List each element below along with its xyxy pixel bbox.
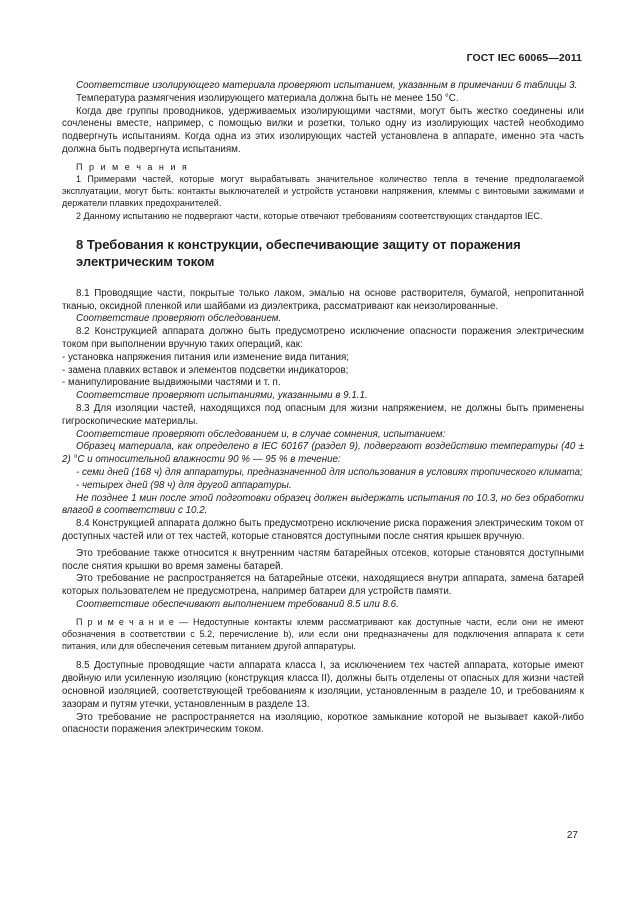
paragraph: Не позднее 1 мин после этой подготовки образец должен выдержать испытания по 10.3, но без обработки влагой в соответствии с 10.2. bbox=[62, 492, 584, 517]
list-item: - манипулирование выдвижными частями и т. п. bbox=[62, 377, 281, 389]
paragraph: Это требование не распространяется на изоляцию, короткое замыкание которой не вызывает какой-либо опасности поражения электрическим током. bbox=[62, 711, 584, 736]
paragraph: Соответствие изолирующего материала проверяют испытанием, указанным в примечании 6 таблицы 3. bbox=[76, 80, 578, 91]
note-item: 2 Данному испытанию не подвергают части, которые отвечают требованиям соответствующих стандартов IEC. bbox=[76, 210, 543, 221]
page-number: 27 bbox=[566, 830, 578, 841]
paragraph: Когда две группы проводников, удерживаемых изолирующими частями, могут быть жестко соединены или сочленены вместе, например, с помощью вилки и розетки, только одну из изолирующих частей необходимо подвергнуть испытаниям. Когда одна из этих изолирующих частей установлена в аппарате, именно эта часть должна быть подвергнута испытаниям. bbox=[62, 105, 584, 155]
page-body bbox=[62, 80, 584, 737]
paragraph: 8.5 Доступные проводящие части аппарата класса I, за исключением тех частей аппарата, которые имеют двойную или усиленную изоляцию (конструкция класса II), должны быть отделены от опасных для жизни частей основной изоляцией, соответствующей требованиям к изоляции, установленным в разделе 10, и требованиям к зазорам и путям утечки, установленным в разделе 13. bbox=[62, 660, 584, 710]
paragraph: Соответствие проверяют испытаниями, указанными в 9.1.1. bbox=[76, 390, 368, 402]
note-item: П р и м е ч а н и е — Недоступные контакты клемм рассматривают как доступные части, если они не имеют обозначения в соответствии с 5.2, перечисление b), или если они предназначены для подключения аппарата к сети питания, или для обеспечения сетевым питанием другой аппаратуры. bbox=[62, 616, 584, 652]
paragraph: Образец материала, как определено в IEC 60167 (раздел 9), подвергают воздействию температуры (40 ± 2) °С и относительной влажности 90 % — 95 % в течение: bbox=[62, 441, 584, 466]
paragraph: Соответствие проверяют обследованием и, в случае сомнения, испытанием: bbox=[76, 428, 446, 440]
list-item: - семи дней (168 ч) для аппаратуры, предназначенной для использования в условиях тропического климата; bbox=[76, 466, 583, 478]
paragraph: Это требование также относится к внутренним частям батарейных отсеков, которые становятся доступными после снятия крышки во время замены батарей. bbox=[62, 547, 584, 572]
section-heading: 8 Требования к конструкции, обеспечивающие защиту от поражения электрическим током bbox=[76, 236, 521, 269]
paragraph: Соответствие обеспечивают выполнением требований 8.5 или 8.6. bbox=[76, 598, 399, 610]
paragraph: 8.1 Проводящие части, покрытые только лаком, эмалью на основе растворителя, бумагой, непропитанной тканью, оксидной пленкой или шайбами из диэлектрика, рассматривают как неизолированные. bbox=[62, 287, 584, 312]
paragraph: 8.4 Конструкцией аппарата должно быть предусмотрено исключение риска поражения электрическим током от доступных частей или от тех частей, которые становятся доступными после снятия крышек вручную. bbox=[62, 518, 584, 542]
list-item: - замена плавких вставок и элементов подсветки индикаторов; bbox=[62, 364, 349, 376]
paragraph: Соответствие проверяют обследованием. bbox=[76, 313, 282, 325]
notes-heading: П р и м е ч а н и я bbox=[76, 161, 189, 172]
document-header: ГОСТ IEC 60065—2011 bbox=[466, 52, 582, 64]
paragraph: Температура размягчения изолирующего материала должна быть не менее 150 °С. bbox=[76, 92, 459, 104]
list-item: - четырех дней (98 ч) для другой аппаратуры. bbox=[76, 479, 292, 491]
paragraph: Это требование не распространяется на батарейные отсеки, находящиеся внутри аппарата, замена батарей которых пользователем не предусмотрена, например батареи для устройств памяти. bbox=[62, 573, 584, 598]
list-item: - установка напряжения питания или изменение вида питания; bbox=[62, 351, 349, 363]
paragraph: 8.3 Для изоляции частей, находящихся под опасным для жизни напряжением, не должны быть применены гигроскопические материалы. bbox=[62, 402, 584, 427]
paragraph: 8.2 Конструкцией аппарата должно быть предусмотрено исключение опасности поражения электрическим током при выполнении вручную таких операций, как: bbox=[62, 326, 584, 350]
note-item: 1 Примерами частей, которые могут вырабатывать значительное количество тепла в течение предполагаемой эксплуатации, могут быть: контакты выключателей и устройств установки напряжения, клеммы с винтовыми зажимами и держатели плавких предохранителей. bbox=[62, 173, 584, 209]
